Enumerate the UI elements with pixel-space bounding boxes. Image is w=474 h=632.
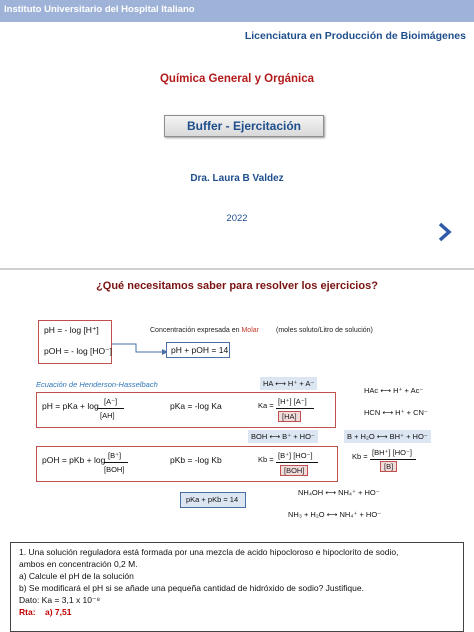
- course-title: Química General y Orgánica: [159, 73, 315, 85]
- ph-hh-fraction-bar: [98, 408, 124, 409]
- title-slide: [0, 0, 474, 268]
- ph-sum: pH + pOH = 14: [171, 345, 229, 355]
- base-water-equilibrium: B + H₂O ⟷ BH⁺ + HO⁻: [344, 430, 431, 443]
- formulas-slide: [0, 270, 474, 632]
- kb-weak-base-fraction-bar: [370, 459, 416, 460]
- nh3-equilibrium: NH₃ + H₂O ⟷ NH₄⁺ + HO⁻: [288, 510, 382, 519]
- problem-line-3: a) Calcule el pH de la solución: [19, 571, 134, 581]
- kb-weak-base-label: Kb =: [352, 452, 368, 461]
- pka-definition: pKa = -log Ka: [170, 401, 222, 411]
- header-bar: [0, 0, 474, 22]
- chevron-right-icon[interactable]: [434, 222, 454, 242]
- problem-box: [10, 542, 464, 632]
- henderson-hasselbach-label: Ecuación de Henderson-Hasselbach: [36, 380, 158, 389]
- problem-line-1: 1. Una solución reguladora está formada por una mezcla de acido hipocloroso e hipoclorito de sodio,: [19, 547, 399, 557]
- poh-hh-numerator: [B⁺]: [108, 451, 122, 460]
- ph-hh-equation: pH = pKa + log: [42, 401, 99, 411]
- poh-hh-denominator: [BOH]: [104, 465, 125, 474]
- hcn-equilibrium: HCN ⟷ H⁺ + CN⁻: [364, 408, 428, 417]
- kb-denominator: [BOH]: [280, 465, 308, 476]
- pkb-definition: pKb = -log Kb: [170, 455, 222, 465]
- ka-denominator: [HA]: [278, 411, 301, 422]
- nh4oh-equilibrium: NH₄OH ⟷ NH₄⁺ + HO⁻: [298, 488, 380, 497]
- ka-label: Ka =: [258, 401, 274, 410]
- problem-line-2: ambos en concentración 0,2 M.: [19, 559, 138, 569]
- answer-value: a) 7,51: [44, 607, 72, 617]
- kb-fraction-bar: [276, 462, 318, 463]
- ka-fraction-bar: [276, 408, 314, 409]
- ph-hh-numerator: [A⁻]: [104, 397, 118, 406]
- ph-definition: pH = - log [H⁺]: [44, 325, 99, 335]
- answer-label: Rta:: [19, 607, 36, 617]
- ph-hh-denominator: [AH]: [100, 411, 115, 420]
- boh-equilibrium: BOH ⟷ B⁺ + HO⁻: [248, 430, 318, 443]
- ka-numerator: [H⁺] [A⁻]: [278, 397, 307, 406]
- year-label: 2022: [226, 213, 248, 224]
- problem-line-4: b) Se modificará el pH si se añade una pequeña cantidad de hidróxido de sodio? Justifique.: [19, 583, 364, 593]
- connector-arrow: [112, 342, 168, 358]
- question-title: ¿Qué necesitamos saber para resolver los ejercicios?: [96, 280, 378, 292]
- topic-title-box: Buffer - Ejercitación: [164, 115, 324, 137]
- problem-data: Dato: Ka = 3,1 x 10⁻⁸: [19, 595, 101, 605]
- poh-definition: pOH = - log [HO⁻]: [44, 346, 113, 356]
- institution-name: Instituto Universitario del Hospital Italiano: [4, 4, 195, 15]
- program-name: Licenciatura en Producción de Bioimágenes: [244, 30, 466, 42]
- problem-answer: [19, 607, 71, 617]
- pk-sum: pKa + pKb = 14: [186, 495, 239, 504]
- acid-equilibrium: HA ⟷ H⁺ + A⁻: [260, 377, 317, 390]
- molar-unit: Molar: [241, 327, 259, 334]
- author-name: Dra. Laura B Valdez: [190, 173, 284, 184]
- kb-numerator: [B⁺] [HO⁻]: [278, 451, 313, 460]
- kb-weak-base-denominator: [B]: [380, 461, 397, 472]
- poh-hh-equation: pOH = pKb + log: [42, 455, 106, 465]
- kb-label: Kb =: [258, 455, 274, 464]
- concentration-prefix: Concentración expresada en: [150, 327, 240, 334]
- kb-weak-base-numerator: [BH⁺] [HO⁻]: [372, 448, 413, 457]
- concentration-units: (moles soluto/Litro de solución): [276, 327, 373, 334]
- concentration-note: [150, 327, 259, 334]
- poh-hh-fraction-bar: [104, 462, 128, 463]
- hac-equilibrium: HAc ⟷ H⁺ + Ac⁻: [364, 386, 424, 395]
